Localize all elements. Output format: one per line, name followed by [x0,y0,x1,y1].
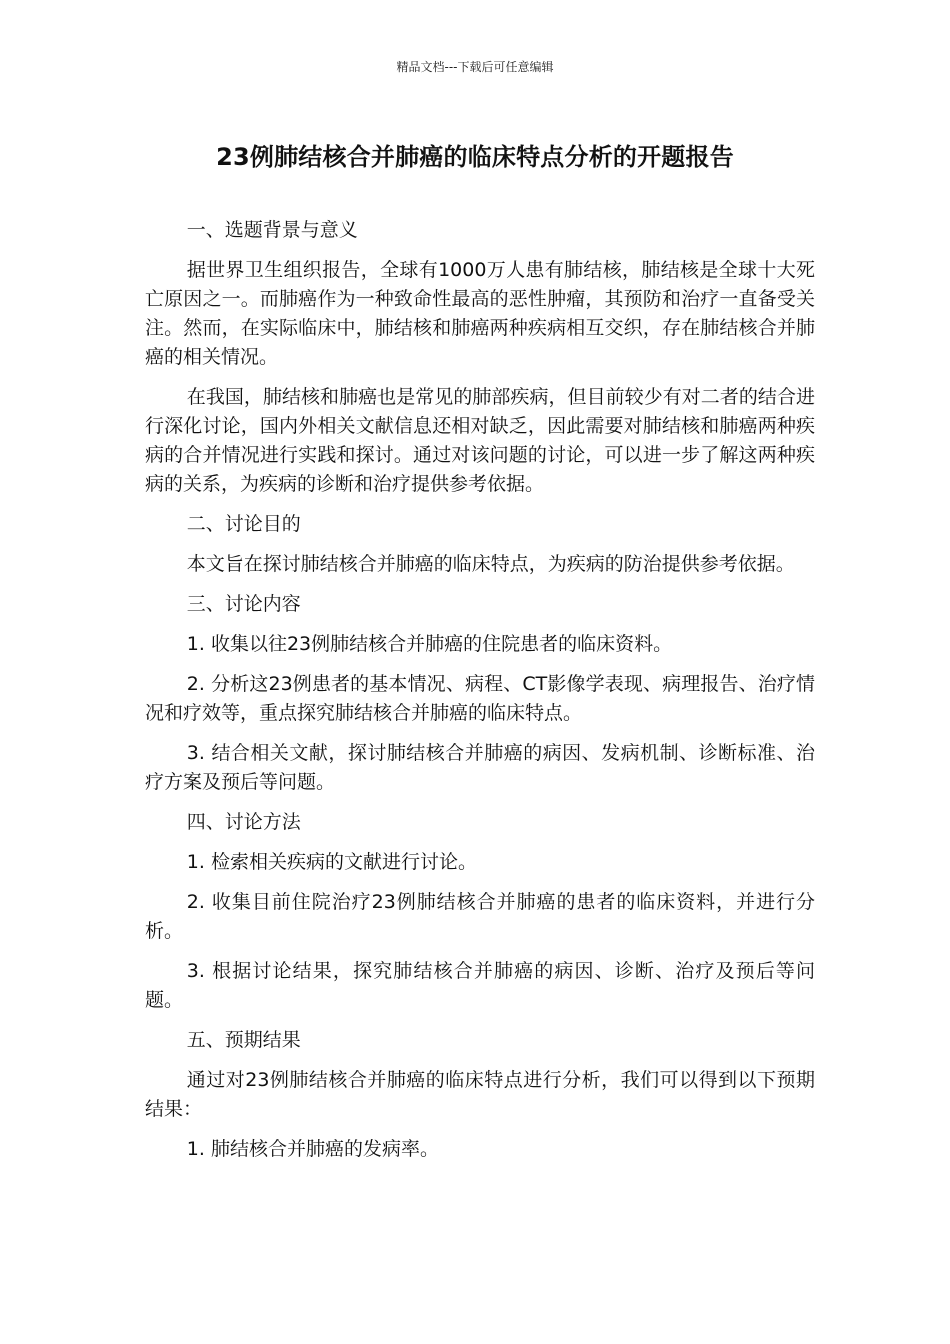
page-header: 精品文档---下载后可任意编辑 [396,60,554,74]
list-item: 2. 收集目前住院治疗23例肺结核合并肺癌的患者的临床资料，并进行分析。 [145,891,815,942]
list-item: 3. 根据讨论结果，探究肺结核合并肺癌的病因、诊断、治疗及预后等问题。 [145,960,815,1011]
section-heading-purpose: 二、讨论目的 [186,513,301,535]
section-heading-expected-results: 五、预期结果 [186,1029,301,1051]
section-heading-content: 三、讨论内容 [186,593,301,615]
paragraph: 据世界卫生组织报告，全球有1000万人患有肺结核，肺结核是全球十大死亡原因之一。而肺癌作为一种致命性最高的恶性肿瘤，其预防和治疗一直备受关注。然而，在实际临床中，肺结核和肺癌两种疾病相互交织，存在肺结核合并肺癌的相关情况。 [145,259,815,368]
section-heading-method: 四、讨论方法 [186,811,301,833]
document-body [145,216,815,1175]
paragraph: 在我国，肺结核和肺癌也是常见的肺部疾病，但目前较少有对二者的结合进行深化讨论，国内外相关文献信息还相对缺乏，因此需要对肺结核和肺癌两种疾病的合并情况进行实践和探讨。通过对该问题的讨论，可以进一步了解这两种疾病的关系，为疾病的诊断和治疗提供参考依据。 [145,386,815,495]
paragraph: 通过对23例肺结核合并肺癌的临床特点进行分析，我们可以得到以下预期结果： [145,1069,815,1120]
list-item: 1. 收集以往23例肺结核合并肺癌的住院患者的临床资料。 [186,633,673,655]
document-title: 23例肺结核合并肺癌的临床特点分析的开题报告 [216,143,734,171]
section-heading-background: 一、选题背景与意义 [186,219,358,241]
list-item: 2. 分析这23例患者的基本情况、病程、CT影像学表现、病理报告、治疗情况和疗效等，重点探究肺结核合并肺癌的临床特点。 [145,673,815,724]
paragraph: 本文旨在探讨肺结核合并肺癌的临床特点，为疾病的防治提供参考依据。 [186,553,795,575]
list-item: 1. 肺结核合并肺癌的发病率。 [186,1138,439,1160]
list-item: 1. 检索相关疾病的文献进行讨论。 [186,851,477,873]
list-item: 3. 结合相关文献，探讨肺结核合并肺癌的病因、发病机制、诊断标准、治疗方案及预后等问题。 [145,742,815,793]
